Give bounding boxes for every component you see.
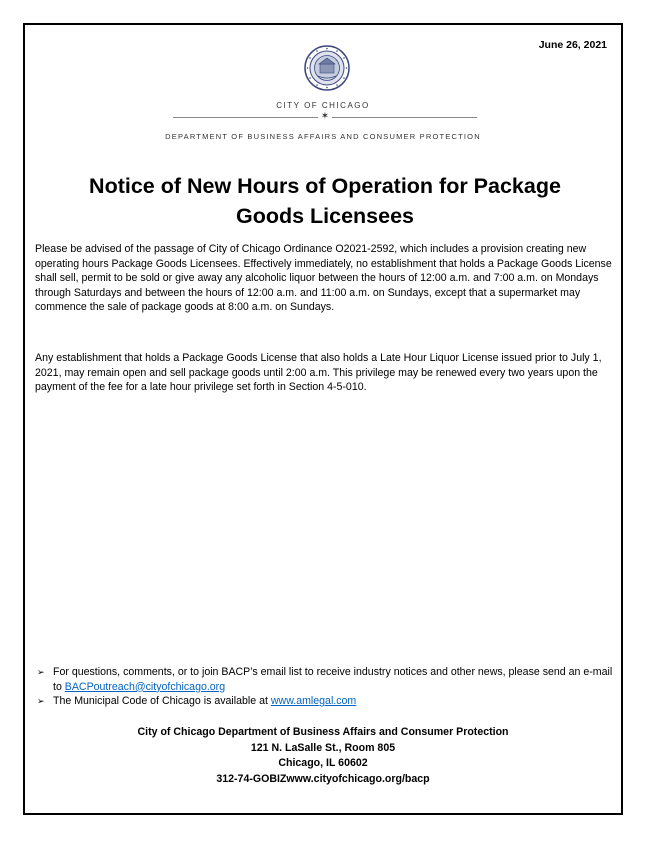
footer-department: City of Chicago Department of Business Affairs and Consumer Protection: [137, 726, 509, 738]
body-paragraph-2: Any establishment that holds a Package Goods License that also holds a Late Hour Liquor License issued prior to July 1, 2021, may remain open and sell package goods until 2:00 a.m. This privilege may be renewed every two years upon the payment of the fee for a late hour privilege set forth in Section 4-5-010.: [35, 352, 602, 394]
bullet-2-text: The Municipal Code of Chicago is available at: [53, 695, 271, 708]
bullet-1-text: For questions, comments, or to join BACP’s email list to receive industry notices and other news, please send an e-mail to: [53, 666, 613, 693]
notice-title: Notice of New Hours of Operation for Package Goods Licensees: [89, 174, 561, 228]
header-rule-left: [173, 117, 318, 118]
star-icon: ✶: [320, 111, 330, 122]
footer-street: 121 N. LaSalle St., Room 805: [250, 741, 396, 754]
footer-address: [25, 725, 621, 787]
list-item: [37, 694, 617, 709]
email-link[interactable]: BACPoutreach@cityofchicago.org: [64, 680, 226, 693]
footer-city: Chicago, IL 60602: [278, 757, 368, 769]
amlegal-link[interactable]: www.amlegal.com: [270, 695, 357, 708]
arrow-bullet-icon: ➢: [37, 667, 45, 677]
body-paragraph-1: Please be advised of the passage of City of Chicago Ordinance O2021-2592, which includes a provision creating new operating hours Package Goods Licensees. Effectively immediately, no establishment that holds a Package Goods License shall sell, permit to be sold or give away any alcoholic liquor between the hours of 12:00 a.m. and 7:00 a.m. on Mondays through Saturdays and between the hours of 12:00 a.m. and 11:00 a.m. on Sundays, except that a supermarket may commence the sale of package goods at 8:00 a.m. on Sundays.: [35, 243, 612, 314]
department-label: DEPARTMENT OF BUSINESS AFFAIRS AND CONSUMER PROTECTION: [165, 132, 481, 141]
city-label: CITY OF CHICAGO: [276, 101, 370, 110]
info-bullet-list: [37, 665, 617, 709]
footer-contact: 312-74-GOBIZwww.cityofchicago.org/bacp: [216, 772, 430, 785]
header-rule-right: [332, 117, 477, 118]
city-seal-icon: [304, 45, 350, 91]
arrow-bullet-icon: ➢: [37, 696, 45, 707]
list-item: [37, 665, 617, 694]
notice-date: June 26, 2021: [538, 39, 607, 51]
page-border: [23, 23, 623, 815]
